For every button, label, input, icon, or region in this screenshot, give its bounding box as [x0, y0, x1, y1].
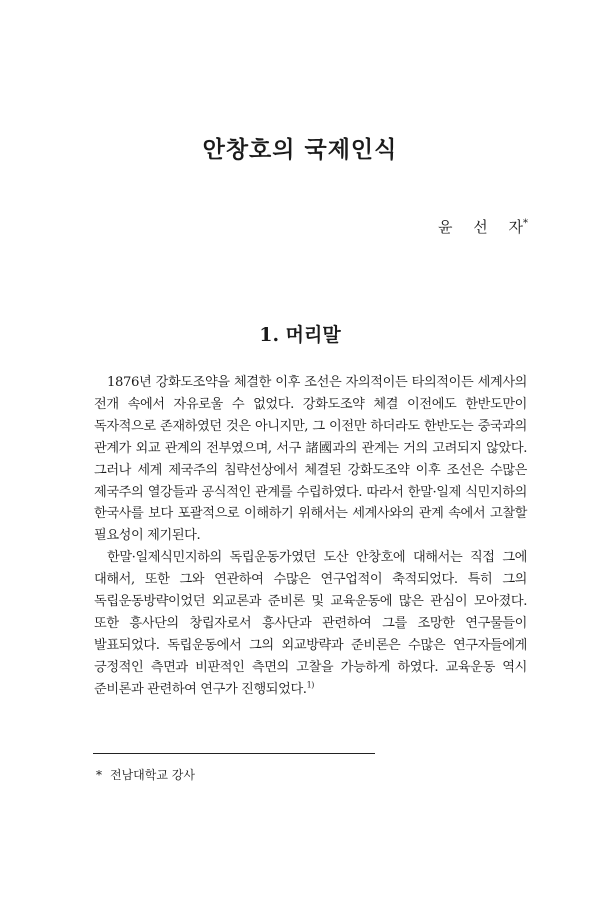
footnote	[96, 766, 195, 783]
paragraph-2-text: 한말·일제식민지하의 독립운동가였던 도산 안창호에 대해서는 직접 그에 대해서, 또한 그와 연관하여 수많은 연구업적이 축적되었다. 특히 그의 독립운동방략이었던 외교론과 준비론 및 교육운동에 많은 관심이 모아졌다. 또한 흥사단의 창립자로서 흥사단과 관련하여 그를 조망한 연구물들이 발표되었다. 독립운동에서 그의 외교방략과 준비론은 수많은 연구자들에게 긍정적인 측면과 비판적인 측면의 고찰을 가능하게 하였다. 교육운동 역시 준비론과 관련하여 연구가 진행되었다.	[94, 550, 527, 697]
body-text	[94, 372, 527, 701]
footnote-reference: 1)	[306, 680, 315, 690]
footnote-mark: *	[96, 768, 102, 782]
paragraph-2	[94, 547, 527, 700]
author-footnote-mark: *	[523, 218, 528, 229]
footnote-text: 전남대학교 강사	[110, 768, 195, 782]
paragraph-1: 1876년 강화도조약을 체결한 이후 조선은 자의적이든 타의적이든 세계사의 전개 속에서 자유로울 수 없었다. 강화도조약 체결 이전에도 한반도만이 독자적으로 존재하였던 것은 아니지만, 그 이전만 하더라도 한반도는 중국과의 관계가 외교 관계의 전부였으며, 서구 諸國과의 관계는 거의 고려되지 않았다. 그러나 세계 제국주의 침략선상에서 체결된 강화도조약 이후 조선은 수많은 제국주의 열강들과 공식적인 관계를 수립하였다. 따라서 한말·일제 식민지하의 한국사를 보다 포괄적으로 이해하기 위해서는 세계사와의 관계 속에서 고찰할 필요성이 제기된다.	[94, 375, 527, 544]
article-title: 안창호의 국제인식	[202, 137, 398, 163]
footnote-divider	[93, 753, 375, 754]
author-name	[438, 216, 528, 237]
section-heading: 1. 머리말	[259, 324, 341, 346]
author-name-text: 윤 선 자	[437, 218, 523, 236]
